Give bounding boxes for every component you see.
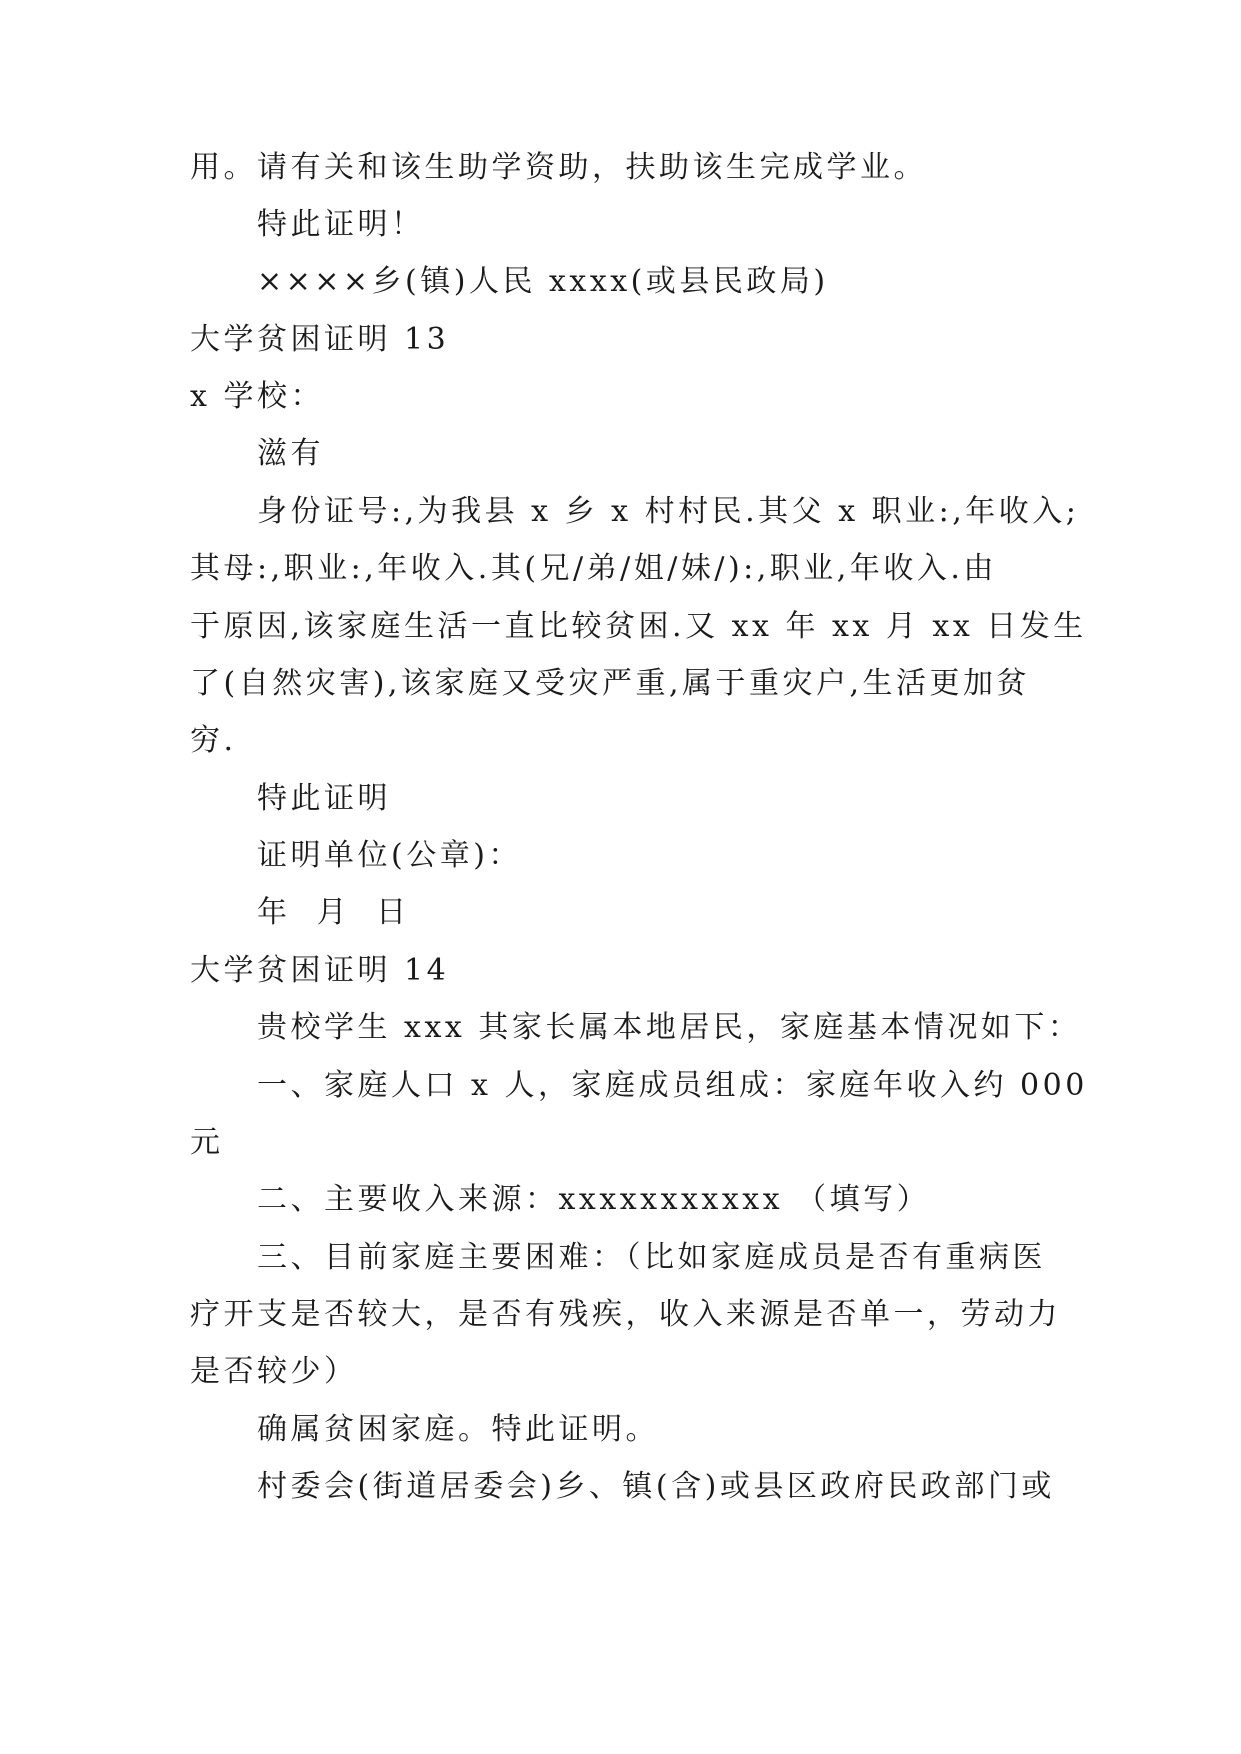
paragraph-line: 穷. [190,723,237,758]
paragraph-line: 确属贫困家庭。特此证明。 [257,1412,659,1447]
signature-line: 证明单位(公章)： [257,838,522,873]
paragraph-line: 疗开支是否较大，是否有残疾，收入来源是否单一，劳动力 [190,1297,1061,1332]
paragraph-line: 特此证明 [257,781,391,816]
paragraph-line: 用。请有关和该生助学资助，扶助该生完成学业。 [190,150,927,185]
paragraph-line: 元 [190,1125,224,1160]
paragraph-line: 二、主要收入来源：xxxxxxxxxxx （填写） [257,1182,931,1217]
issuer-line: ××××乡(镇)人民 xxxx(或县民政局) [257,264,829,299]
section-heading: 大学贫困证明 13 [190,322,450,357]
date-line: 年 月 日 [257,895,410,930]
paragraph-line: 身份证号:,为我县 x 乡 x 村村民.其父 x 职业:,年收入; [257,494,1080,529]
paragraph-line: 贵校学生 xxx 其家长属本地居民，家庭基本情况如下： [257,1010,1082,1045]
salutation-line: x 学校： [190,379,324,414]
paragraph-line: 其母:,职业:,年收入.其(兄/弟/姐/妹/):,职业,年收入.由 [190,551,997,586]
paragraph-line: 了(自然灾害),该家庭又受灾严重,属于重灾户,生活更加贫 [190,666,1031,701]
paragraph-line: 三、目前家庭主要困难：（比如家庭成员是否有重病医 [257,1240,1046,1275]
paragraph-line: 特此证明！ [257,207,425,242]
paragraph-line: 是否较少） [190,1354,358,1389]
section-heading: 大学贫困证明 14 [190,953,450,988]
paragraph-line: 于原因,该家庭生活一直比较贫困.又 xx 年 xx 月 xx 日发生 [190,609,1087,644]
paragraph-line: 一、家庭人口 x 人，家庭成员组成：家庭年收入约 000 [257,1068,1088,1103]
paragraph-line: 村委会(街道居委会)乡、镇(含)或县区政府民政部门或 [257,1469,1055,1504]
paragraph-line: 滋有 [257,436,324,471]
